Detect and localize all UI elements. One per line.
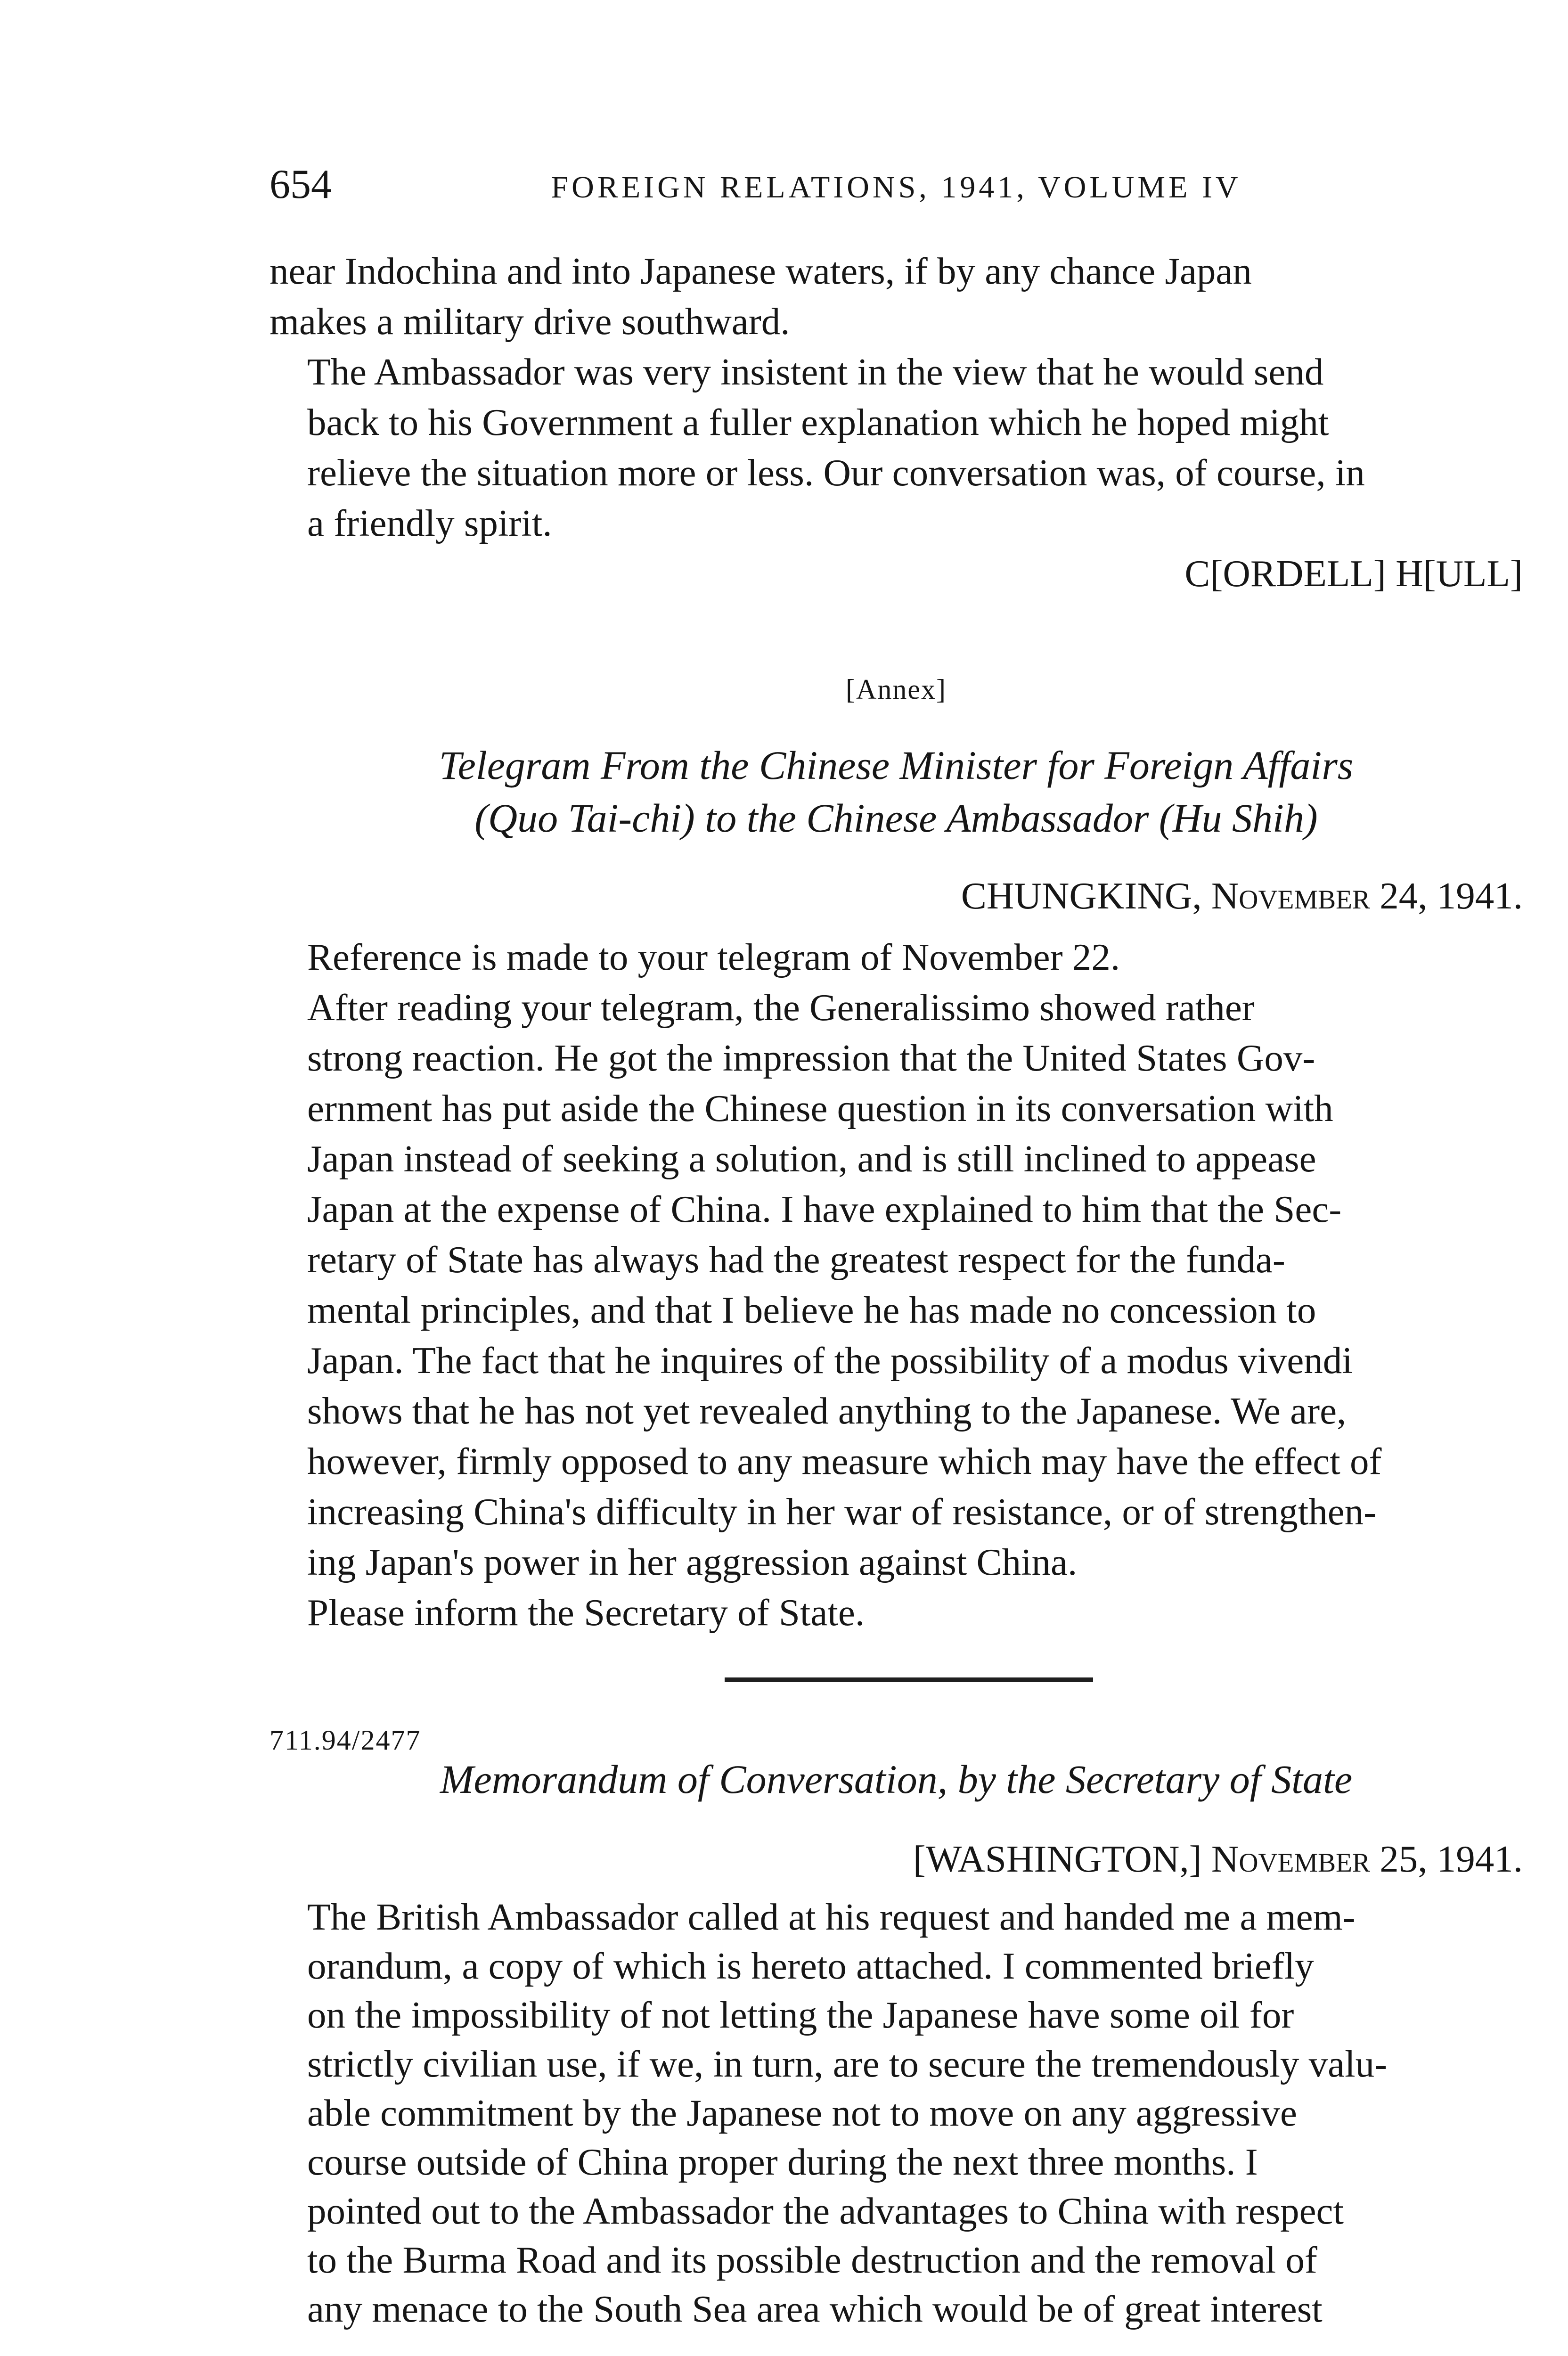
text-line: increasing China's difficulty in her war of resistance, or of strengthen- <box>307 1490 1377 1533</box>
closing-paragraph: Please inform the Secretary of State. <box>307 1591 865 1634</box>
text-line: relieve the situation more or less. Our conversation was, of course, in <box>307 451 1365 494</box>
title-line: Telegram From the Chinese Minister for Foreign Affairs <box>439 743 1354 788</box>
annex-body <box>270 932 1523 1638</box>
text-line: ernment has put aside the Chinese question in its conversation with <box>307 1087 1333 1129</box>
page-number: 654 <box>270 162 332 207</box>
annex-main-paragraph <box>270 982 1523 1587</box>
text-line: strictly civilian use, if we, in turn, are to secure the tremendously valu- <box>307 2043 1388 2085</box>
annex-dateline: CHUNGKING, November 24, 1941. <box>961 875 1523 917</box>
text-line: any menace to the South Sea area which would be of great interest <box>307 2288 1323 2330</box>
running-head: FOREIGN RELATIONS, 1941, VOLUME IV <box>551 170 1241 205</box>
text-line: Japan at the expense of China. I have explained to him that the Sec- <box>307 1188 1342 1230</box>
text-line: ing Japan's power in her aggression against China. <box>307 1541 1078 1583</box>
text-line: Japan. The fact that he inquires of the possibility of a modus vivendi <box>307 1339 1353 1382</box>
text-line: near Indochina and into Japanese waters, if by any chance Japan <box>270 250 1252 292</box>
annex-label: [Annex] <box>846 674 947 705</box>
memorandum-body <box>270 1892 1523 2333</box>
annex-title <box>270 739 1523 844</box>
text-line: course outside of China proper during the next three months. I <box>307 2141 1258 2183</box>
memorandum-title: Memorandum of Conversation, by the Secretary of State <box>440 1757 1353 1802</box>
text-line: able commitment by the Japanese not to move on any aggressive <box>307 2092 1297 2134</box>
text-line: Japan instead of seeking a solution, and is still inclined to appease <box>307 1137 1316 1180</box>
reference-paragraph: Reference is made to your telegram of November 22. <box>307 936 1120 978</box>
text-line: retary of State has always had the greatest respect for the funda- <box>307 1238 1285 1281</box>
memorandum-dateline: [WASHINGTON,] November 25, 1941. <box>913 1838 1523 1880</box>
text-line: back to his Government a fuller explanation which he hoped might <box>307 401 1329 443</box>
section-divider <box>725 1677 1093 1682</box>
title-line: (Quo Tai-chi) to the Chinese Ambassador (Hu Shih) <box>474 795 1318 841</box>
text-line: pointed out to the Ambassador the advantages to China with respect <box>307 2190 1344 2232</box>
text-line: strong reaction. He got the impression that the United States Gov- <box>307 1037 1315 1079</box>
text-line: The British Ambassador called at his request and handed me a mem- <box>307 1896 1356 1938</box>
text-line: orandum, a copy of which is hereto attached. I commented briefly <box>307 1945 1314 1987</box>
text-line: shows that he has not yet revealed anything to the Japanese. We are, <box>307 1390 1347 1432</box>
text-line: makes a military drive southward. <box>270 300 790 343</box>
text-line: a friendly spirit. <box>307 502 552 544</box>
second-paragraph <box>270 347 1523 548</box>
file-number: 711.94/2477 <box>270 1725 421 1756</box>
text-line: After reading your telegram, the Generalissimo showed rather <box>307 986 1255 1029</box>
opening-paragraph <box>270 246 1523 347</box>
memorandum-paragraph <box>270 1892 1523 2333</box>
page-header <box>270 161 1523 208</box>
text-line: The Ambassador was very insistent in the view that he would send <box>307 351 1324 393</box>
text-line: however, firmly opposed to any measure which may have the effect of <box>307 1440 1382 1482</box>
text-line: to the Burma Road and its possible destruction and the removal of <box>307 2239 1317 2281</box>
text-line: on the impossibility of not letting the Japanese have some oil for <box>307 1994 1294 2036</box>
opening-section <box>270 246 1523 599</box>
signature: C[ORDELL] H[ULL] <box>1184 552 1523 595</box>
text-line: mental principles, and that I believe he has made no concession to <box>307 1289 1316 1331</box>
